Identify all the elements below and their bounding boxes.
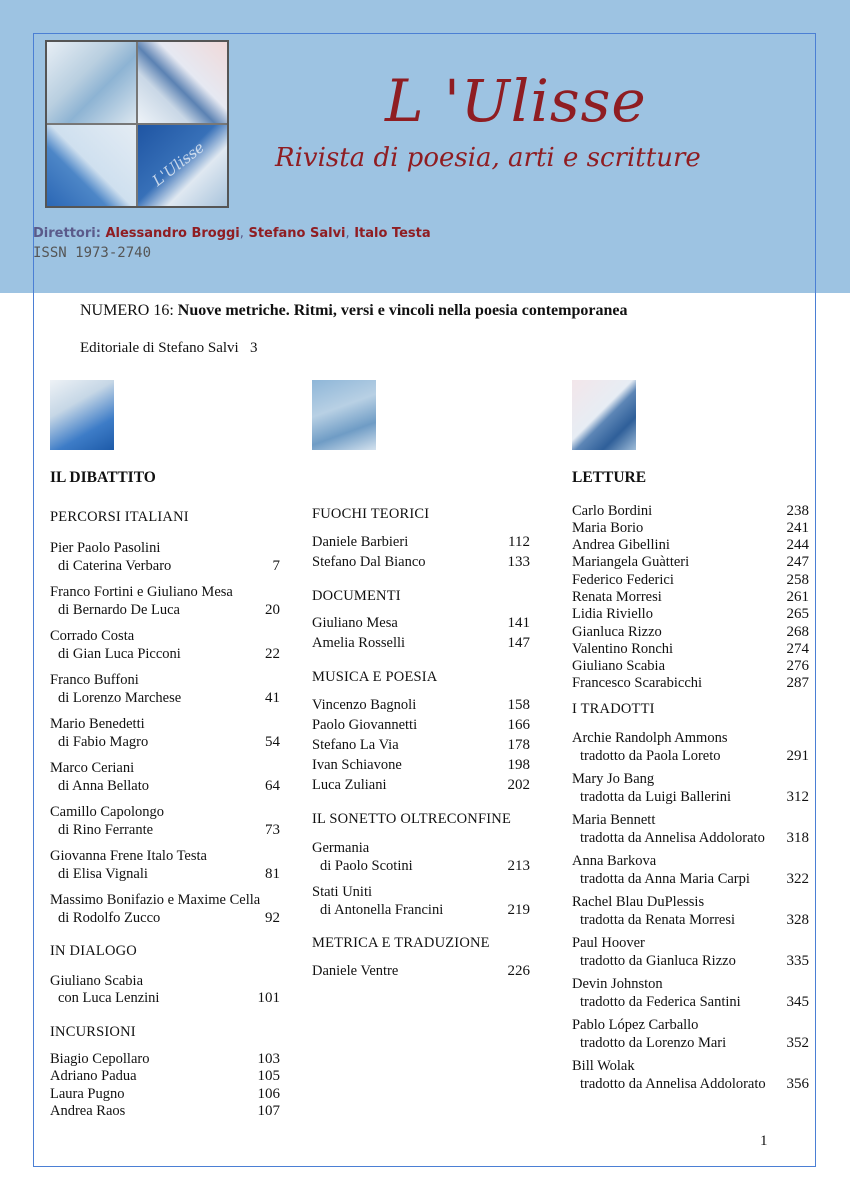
toc-entry[interactable]: Vincenzo Bagnoli 158 (312, 696, 530, 713)
page-number: 219 (507, 901, 530, 918)
page-number: 258 (786, 571, 809, 588)
page-number: 345 (786, 993, 809, 1010)
logo-tile (47, 125, 136, 206)
subsection-heading: I TRADOTTI (572, 700, 655, 717)
toc-entry[interactable]: Paul Hoover tradotto da Gianluca Rizzo 335 (572, 935, 809, 969)
page-number: 81 (265, 865, 280, 882)
issue-number: NUMERO 16: (80, 302, 174, 319)
toc-entry[interactable]: Rachel Blau DuPlessis tradotta da Renata Morresi 328 (572, 894, 809, 928)
toc-entry[interactable]: Maria Bennett tradotta da Annelisa Addolorato 318 (572, 812, 809, 846)
toc-entry[interactable]: Carlo Bordini 238 (572, 502, 809, 519)
toc-entry[interactable]: Stati Uniti di Antonella Francini 219 (312, 884, 530, 918)
subsection-heading: PERCORSI ITALIANI (50, 508, 189, 525)
page-number: 141 (507, 615, 530, 631)
toc-entry[interactable]: Stefano La Via 178 (312, 736, 530, 753)
page-number: 202 (507, 776, 530, 793)
logo-tile (138, 125, 227, 206)
page-number: 238 (786, 502, 809, 519)
page-number: 291 (786, 747, 809, 764)
logo-tile (138, 42, 227, 123)
toc-list (312, 615, 530, 655)
toc-entry[interactable]: Pier Paolo Pasolini di Caterina Verbaro 7 (50, 540, 280, 574)
subsection-heading: IN DIALOGO (50, 943, 137, 959)
page-number: 166 (507, 716, 530, 733)
page-number: 103 (257, 1051, 280, 1067)
toc-list (312, 963, 530, 983)
page-number: 73 (265, 821, 280, 838)
page-number: 213 (507, 857, 530, 874)
toc-entry[interactable]: Devin Johnston tradotto da Federica Santini 345 (572, 976, 809, 1010)
toc-list (572, 503, 809, 693)
toc-column-2 (312, 506, 530, 983)
page-number: 92 (265, 909, 280, 926)
toc-entry[interactable]: Daniele Barbieri 112 (312, 533, 530, 550)
toc-entry[interactable]: Stefano Dal Bianco 133 (312, 553, 530, 570)
toc-entry[interactable]: Luca Zuliani 202 (312, 776, 530, 793)
toc-list (312, 534, 530, 574)
page-number: 244 (786, 537, 809, 554)
toc-entry[interactable]: Gianluca Rizzo 268 (572, 623, 809, 640)
toc-entry[interactable]: Amelia Rosselli 147 (312, 635, 530, 651)
page-number: 112 (508, 533, 530, 550)
page-number: 274 (786, 640, 809, 657)
director-name[interactable]: Stefano Salvi (248, 226, 346, 241)
page-number: 106 (257, 1085, 280, 1102)
thumbnail-image (312, 380, 376, 450)
toc-entry[interactable]: Corrado Costa di Gian Luca Picconi 22 (50, 628, 280, 662)
page-number: 107 (257, 1102, 280, 1119)
page-number: 147 (507, 635, 530, 651)
subsection-heading: MUSICA E POESIA (312, 669, 438, 685)
toc-list (312, 840, 530, 919)
toc-entry[interactable]: Renata Morresi 261 (572, 588, 809, 605)
subsection-heading: METRICA E TRADUZIONE (312, 935, 490, 951)
toc-entry[interactable]: Adriano Padua 105 (50, 1068, 280, 1085)
thumbnail-image (572, 380, 636, 450)
subsection-heading: IL SONETTO OLTRECONFINE (312, 810, 512, 827)
director-name[interactable]: Alessandro Broggi (105, 226, 240, 241)
toc-entry[interactable]: Maria Borio 241 (572, 519, 809, 536)
toc-entry[interactable]: Franco Buffoni di Lorenzo Marchese 41 (50, 672, 280, 706)
page-number: 247 (786, 554, 809, 571)
toc-list (312, 697, 530, 797)
issn: ISSN 1973-2740 (33, 245, 152, 261)
logo-tile (47, 42, 136, 123)
toc-column-3 (572, 469, 809, 1099)
toc-entry[interactable]: Laura Pugno 106 (50, 1085, 280, 1102)
toc-list (572, 730, 809, 1093)
subsection-heading: DOCUMENTI (312, 587, 401, 604)
page-number: 105 (257, 1068, 280, 1085)
toc-entry[interactable]: Bill Wolak tradotto da Annelisa Addolorato 356 (572, 1058, 809, 1092)
toc-entry[interactable]: Camillo Capolongo di Rino Ferrante 73 (50, 804, 280, 838)
page-number: 352 (786, 1034, 809, 1051)
page-number: 158 (507, 696, 530, 713)
page-number: 276 (786, 658, 809, 675)
editorial-page: 3 (249, 340, 258, 356)
toc-entry[interactable]: Biagio Cepollaro 103 (50, 1051, 280, 1067)
page-number: 226 (507, 962, 530, 979)
page-number: 178 (507, 736, 530, 753)
journal-title: L 'Ulisse (385, 67, 647, 135)
issue-theme: Nuove metriche. Ritmi, versi e vincoli nella poesia contemporanea (177, 302, 628, 319)
editorial-label: Editoriale di Stefano Salvi (80, 340, 239, 356)
toc-entry[interactable]: Federico Federici 258 (572, 571, 809, 588)
toc-entry[interactable]: Ivan Schiavone 198 (312, 756, 530, 773)
page-number: 41 (265, 689, 280, 706)
thumbnail-image (50, 380, 114, 450)
journal-subtitle: Rivista di poesia, arti e scritture (275, 143, 701, 173)
page-number: 335 (786, 952, 809, 969)
page-number: 198 (507, 756, 530, 773)
toc-entry[interactable]: Daniele Ventre 226 (312, 962, 530, 979)
directors-label: Direttori: (33, 226, 101, 241)
page-number: 312 (786, 788, 809, 805)
directors-line: Direttori: Alessandro Broggi, Stefano Salvi, Italo Testa (33, 226, 431, 241)
toc-list (50, 540, 280, 927)
page-number: 287 (786, 675, 809, 692)
issue-title (80, 302, 627, 320)
page-number: 261 (786, 588, 809, 605)
toc-entry[interactable]: Mariangela Guàtteri 247 (572, 554, 809, 571)
page-number: 20 (265, 601, 280, 618)
journal-logo (45, 40, 229, 208)
subsection-heading: INCURSIONI (50, 1023, 136, 1040)
editorial-line[interactable] (80, 340, 257, 357)
page-number: 265 (786, 606, 809, 623)
toc-entry[interactable]: Pablo López Carballo tradotto da Lorenzo Mari 352 (572, 1017, 809, 1051)
page-number: 101 (257, 990, 280, 1006)
toc-entry[interactable]: Mario Benedetti di Fabio Magro 54 (50, 716, 280, 750)
section-heading: IL DIBATTITO (50, 469, 156, 486)
toc-entry[interactable]: Giovanna Frene Italo Testa di Elisa Vignali 81 (50, 848, 280, 882)
toc-entry[interactable]: Franco Fortini e Giuliano Mesa di Bernardo De Luca 20 (50, 584, 280, 618)
page-number: 241 (786, 519, 809, 536)
section-heading: LETTURE (572, 469, 647, 486)
page-number: 64 (265, 777, 280, 794)
toc-entry[interactable]: Giuliano Mesa 141 (312, 615, 530, 631)
toc-entry[interactable]: Paolo Giovannetti 166 (312, 716, 530, 733)
toc-entry[interactable]: Valentino Ronchi 274 (572, 640, 809, 657)
toc-entry[interactable]: Massimo Bonifazio e Maxime Cella di Rodolfo Zucco 92 (50, 892, 280, 926)
page-number: 318 (786, 829, 809, 846)
director-name[interactable]: Italo Testa (354, 226, 431, 241)
toc-entry[interactable]: Andrea Gibellini 244 (572, 537, 809, 554)
toc-entry[interactable]: Anna Barkova tradotta da Anna Maria Carpi 322 (572, 853, 809, 887)
toc-column-1 (50, 469, 280, 1120)
toc-entry[interactable]: Francesco Scarabicchi 287 (572, 675, 809, 692)
toc-entry[interactable]: Andrea Raos 107 (50, 1102, 280, 1119)
page-number: 268 (786, 623, 809, 640)
page-number: 328 (786, 911, 809, 928)
page-number: 322 (786, 870, 809, 887)
page-number: 133 (507, 553, 530, 570)
toc-entry[interactable]: Giuliano Scabia con Luca Lenzini 101 (50, 972, 280, 1006)
page-number: 22 (265, 645, 280, 662)
toc-entry[interactable]: Giuliano Scabia 276 (572, 658, 809, 675)
page-number: 54 (265, 733, 280, 750)
logo-etched-text: L'Ulisse (148, 138, 208, 190)
toc-entry[interactable]: Mary Jo Bang tradotta da Luigi Ballerini 312 (572, 771, 809, 805)
subsection-heading: FUOCHI TEORICI (312, 506, 430, 522)
toc-entry[interactable]: Germania di Paolo Scotini 213 (312, 840, 530, 874)
toc-entry[interactable]: Archie Randolph Ammons tradotto da Paola Loreto 291 (572, 730, 809, 764)
page-number: 7 (272, 557, 280, 574)
toc-entry[interactable]: Marco Ceriani di Anna Bellato 64 (50, 760, 280, 794)
toc-list (50, 1051, 280, 1120)
page-number: 356 (786, 1075, 809, 1092)
page-number-footer: 1 (760, 1133, 768, 1149)
toc-entry[interactable]: Lidia Riviello 265 (572, 606, 809, 623)
